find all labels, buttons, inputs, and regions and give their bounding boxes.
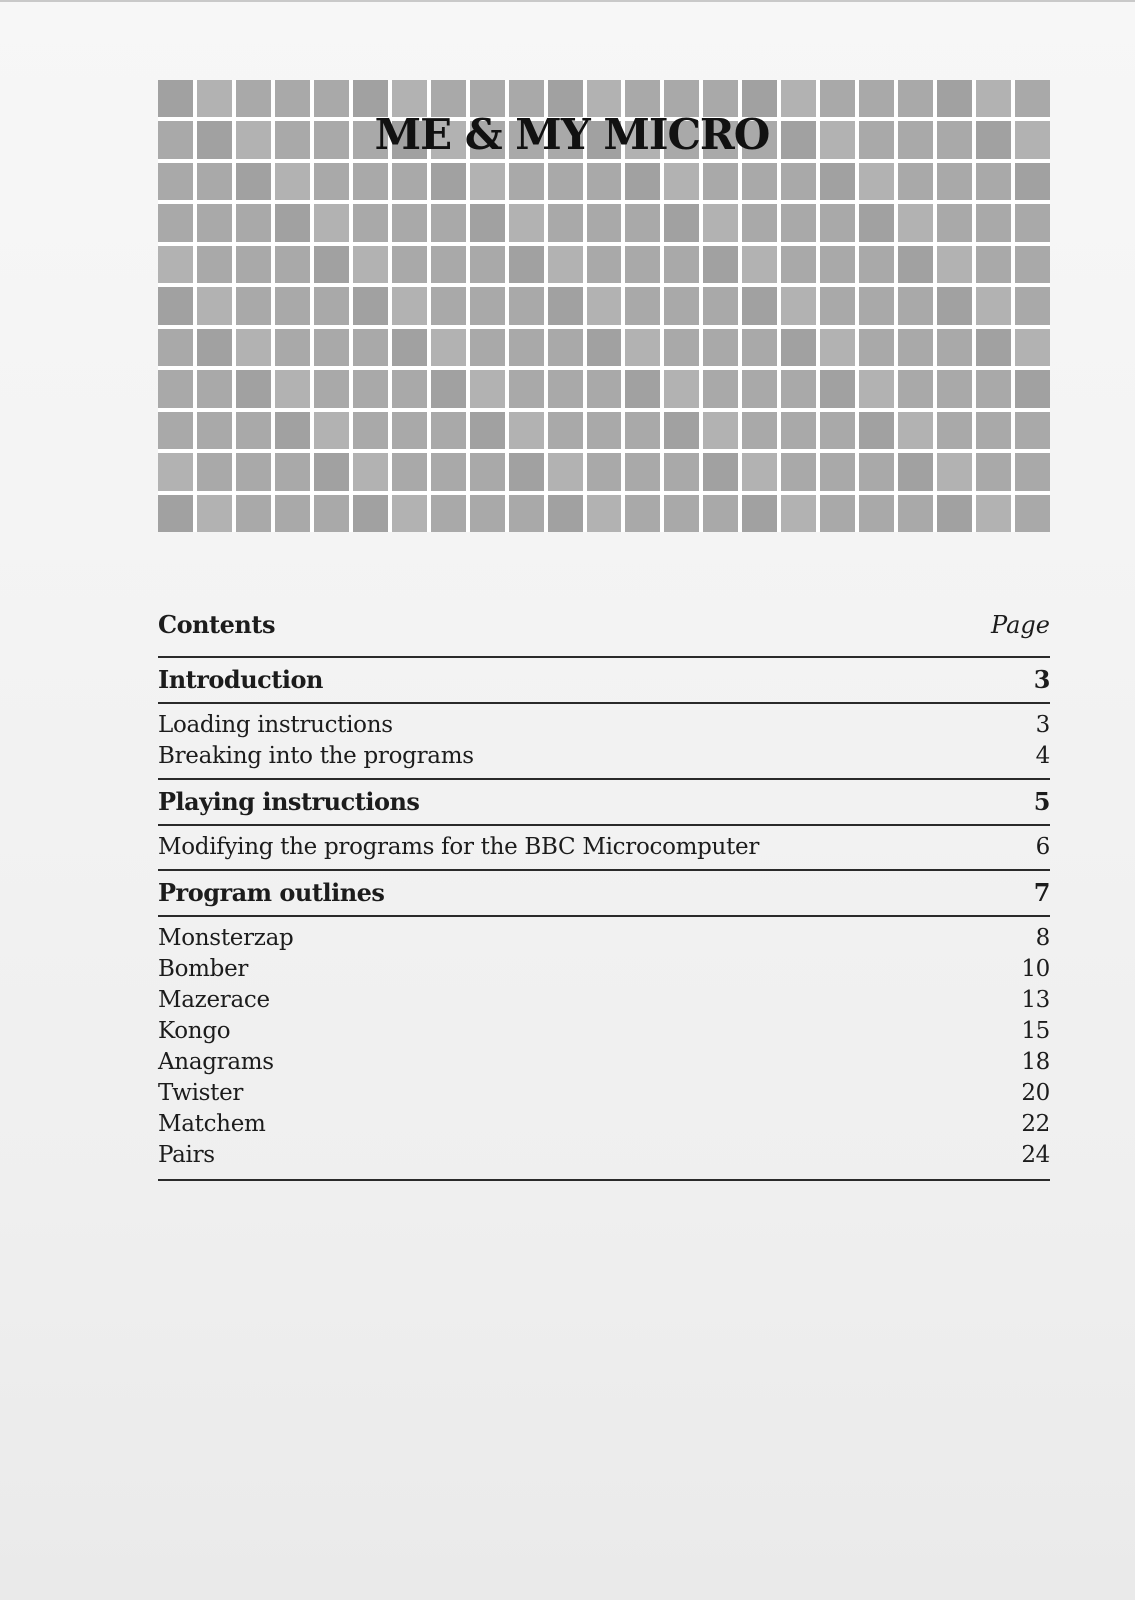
entry-page-number: 8 xyxy=(1035,925,1050,951)
grid-tile xyxy=(976,329,1011,366)
grid-tile xyxy=(1015,329,1050,366)
grid-tile xyxy=(976,495,1011,532)
grid-tile xyxy=(197,246,232,283)
contents-entry xyxy=(158,710,1050,741)
entry-page-number: 6 xyxy=(1035,834,1050,860)
grid-tile xyxy=(1015,453,1050,490)
grid-tile xyxy=(392,163,427,200)
grid-tile xyxy=(314,329,349,366)
grid-tile xyxy=(587,287,622,324)
grid-tile xyxy=(197,453,232,490)
entry-page-number: 15 xyxy=(1021,1018,1050,1044)
entry-label: Matchem xyxy=(158,1111,266,1137)
grid-tile xyxy=(937,163,972,200)
grid-tile xyxy=(625,370,660,407)
grid-tile xyxy=(742,287,777,324)
grid-tile xyxy=(664,329,699,366)
grid-tile xyxy=(1015,495,1050,532)
contents-entry xyxy=(158,923,1050,954)
grid-tile xyxy=(937,329,972,366)
grid-tile xyxy=(664,412,699,449)
contents-entry xyxy=(158,1016,1050,1047)
grid-tile xyxy=(275,453,310,490)
grid-tile xyxy=(509,246,544,283)
grid-tile xyxy=(236,246,271,283)
contents-section-group xyxy=(158,915,1050,1181)
grid-tile xyxy=(976,204,1011,241)
grid-tile xyxy=(509,412,544,449)
grid-tile xyxy=(353,246,388,283)
grid-tile xyxy=(470,204,505,241)
grid-tile xyxy=(431,204,466,241)
entry-page-number: 5 xyxy=(1033,787,1050,816)
entry-page-number: 10 xyxy=(1021,956,1050,982)
grid-tile xyxy=(158,370,193,407)
grid-tile xyxy=(898,204,933,241)
grid-tile xyxy=(275,370,310,407)
grid-tile xyxy=(820,329,855,366)
grid-tile xyxy=(742,370,777,407)
grid-tile xyxy=(742,495,777,532)
grid-tile xyxy=(898,495,933,532)
contents-header xyxy=(158,610,1050,656)
grid-tile xyxy=(625,246,660,283)
grid-tile xyxy=(275,163,310,200)
grid-tile xyxy=(314,412,349,449)
grid-tile xyxy=(548,495,583,532)
grid-tile xyxy=(509,370,544,407)
grid-tile xyxy=(236,453,271,490)
grid-tile xyxy=(236,287,271,324)
grid-tile xyxy=(314,163,349,200)
grid-tile xyxy=(976,370,1011,407)
grid-tile xyxy=(548,412,583,449)
grid-tile xyxy=(470,163,505,200)
grid-tile xyxy=(353,370,388,407)
entry-label: Bomber xyxy=(158,956,249,982)
grid-tile xyxy=(664,453,699,490)
grid-tile xyxy=(509,163,544,200)
entry-page-number: 24 xyxy=(1021,1142,1050,1168)
entry-label: Breaking into the programs xyxy=(158,743,474,769)
grid-tile xyxy=(275,495,310,532)
page-column-label: Page xyxy=(991,611,1050,639)
entry-page-number: 7 xyxy=(1033,878,1050,907)
grid-tile xyxy=(859,370,894,407)
grid-tile xyxy=(509,453,544,490)
grid-tile xyxy=(587,204,622,241)
grid-tile xyxy=(353,204,388,241)
grid-tile xyxy=(353,495,388,532)
grid-tile xyxy=(392,204,427,241)
grid-tile xyxy=(1015,121,1050,158)
grid-tile xyxy=(976,287,1011,324)
grid-tile xyxy=(664,163,699,200)
contents-entry xyxy=(158,658,1050,702)
entry-label: Kongo xyxy=(158,1018,231,1044)
contents-entry xyxy=(158,1047,1050,1078)
contents-sections xyxy=(158,656,1050,1181)
entry-page-number: 20 xyxy=(1021,1080,1050,1106)
grid-tile xyxy=(275,287,310,324)
grid-tile xyxy=(625,495,660,532)
grid-tile xyxy=(392,412,427,449)
entry-label: Mazerace xyxy=(158,987,270,1013)
grid-tile xyxy=(820,495,855,532)
grid-tile xyxy=(898,329,933,366)
contents-entry xyxy=(158,1078,1050,1109)
grid-tile xyxy=(664,370,699,407)
grid-tile xyxy=(781,287,816,324)
grid-tile xyxy=(703,329,738,366)
grid-tile xyxy=(392,495,427,532)
grid-tile xyxy=(470,412,505,449)
entry-label: Anagrams xyxy=(158,1049,274,1075)
grid-tile xyxy=(197,370,232,407)
grid-tile xyxy=(976,246,1011,283)
grid-tile xyxy=(742,163,777,200)
grid-tile xyxy=(781,412,816,449)
grid-tile xyxy=(431,163,466,200)
grid-tile xyxy=(197,329,232,366)
grid-tile xyxy=(1015,287,1050,324)
grid-tile xyxy=(625,204,660,241)
contents-section-group xyxy=(158,702,1050,778)
title-banner xyxy=(158,80,1050,532)
grid-tile xyxy=(587,412,622,449)
contents-entry xyxy=(158,871,1050,915)
grid-tile xyxy=(820,204,855,241)
grid-tile xyxy=(197,412,232,449)
grid-tile xyxy=(353,163,388,200)
grid-tile xyxy=(158,495,193,532)
grid-tile xyxy=(1015,246,1050,283)
grid-tile xyxy=(625,163,660,200)
grid-tile xyxy=(859,412,894,449)
grid-tile xyxy=(275,204,310,241)
grid-tile xyxy=(820,287,855,324)
grid-tile xyxy=(937,412,972,449)
grid-tile xyxy=(742,412,777,449)
grid-tile xyxy=(470,453,505,490)
entry-label: Introduction xyxy=(158,665,323,694)
grid-tile xyxy=(1015,163,1050,200)
grid-tile xyxy=(392,287,427,324)
grid-tile xyxy=(976,412,1011,449)
grid-tile xyxy=(859,329,894,366)
grid-tile xyxy=(431,370,466,407)
grid-tile xyxy=(703,453,738,490)
grid-tile xyxy=(664,287,699,324)
grid-tile xyxy=(781,246,816,283)
grid-tile xyxy=(392,329,427,366)
grid-tile xyxy=(859,246,894,283)
grid-tile xyxy=(937,287,972,324)
contents-entry xyxy=(158,1140,1050,1171)
grid-tile xyxy=(781,204,816,241)
grid-tile xyxy=(1015,204,1050,241)
grid-tile xyxy=(158,246,193,283)
grid-tile xyxy=(548,370,583,407)
grid-tile xyxy=(703,246,738,283)
grid-tile xyxy=(548,246,583,283)
grid-tile xyxy=(1015,412,1050,449)
grid-tile xyxy=(392,370,427,407)
grid-tile xyxy=(392,246,427,283)
grid-tile xyxy=(275,329,310,366)
grid-tile xyxy=(898,370,933,407)
entry-page-number: 22 xyxy=(1021,1111,1050,1137)
grid-tile xyxy=(625,329,660,366)
grid-tile xyxy=(625,287,660,324)
grid-tile xyxy=(859,204,894,241)
contents-section-heading xyxy=(158,778,1050,824)
grid-tile xyxy=(548,287,583,324)
grid-tile xyxy=(314,495,349,532)
grid-tile xyxy=(781,495,816,532)
grid-tile xyxy=(625,453,660,490)
grid-tile xyxy=(470,370,505,407)
grid-tile xyxy=(158,287,193,324)
contents-entry xyxy=(158,1109,1050,1140)
grid-tile xyxy=(275,412,310,449)
grid-tile xyxy=(353,453,388,490)
grid-tile xyxy=(664,495,699,532)
contents-heading: Contents xyxy=(158,610,275,639)
contents-entry xyxy=(158,780,1050,824)
grid-tile xyxy=(470,329,505,366)
grid-tile xyxy=(158,453,193,490)
contents-section-heading xyxy=(158,656,1050,702)
grid-tile xyxy=(742,329,777,366)
grid-tile xyxy=(431,329,466,366)
contents-table xyxy=(158,610,1050,1181)
grid-tile xyxy=(431,412,466,449)
entry-label: Twister xyxy=(158,1080,244,1106)
grid-tile xyxy=(781,453,816,490)
grid-tile xyxy=(353,329,388,366)
grid-tile xyxy=(197,204,232,241)
grid-tile xyxy=(548,204,583,241)
grid-tile xyxy=(314,204,349,241)
grid-tile xyxy=(197,163,232,200)
grid-tile xyxy=(587,370,622,407)
grid-tile xyxy=(664,246,699,283)
grid-tile xyxy=(976,163,1011,200)
grid-tile xyxy=(703,163,738,200)
contents-entry xyxy=(158,985,1050,1016)
contents-section-group xyxy=(158,824,1050,869)
grid-tile xyxy=(197,287,232,324)
grid-tile xyxy=(937,370,972,407)
grid-tile xyxy=(314,370,349,407)
entry-page-number: 18 xyxy=(1021,1049,1050,1075)
grid-tile xyxy=(898,453,933,490)
grid-tile xyxy=(820,412,855,449)
grid-tile xyxy=(236,495,271,532)
grid-tile xyxy=(353,412,388,449)
grid-tile xyxy=(509,495,544,532)
grid-tile xyxy=(625,412,660,449)
entry-page-number: 13 xyxy=(1021,987,1050,1013)
grid-tile xyxy=(703,495,738,532)
grid-tile xyxy=(587,453,622,490)
grid-tile xyxy=(859,287,894,324)
grid-tile xyxy=(431,287,466,324)
grid-tile xyxy=(859,163,894,200)
grid-tile xyxy=(703,370,738,407)
grid-tile xyxy=(314,287,349,324)
entry-label: Playing instructions xyxy=(158,787,420,816)
grid-tile xyxy=(703,204,738,241)
grid-tile xyxy=(703,412,738,449)
grid-tile xyxy=(587,246,622,283)
grid-tile xyxy=(820,453,855,490)
entry-label: Modifying the programs for the BBC Microcomputer xyxy=(158,834,760,860)
contents-entry xyxy=(158,954,1050,985)
grid-tile xyxy=(275,246,310,283)
grid-tile xyxy=(820,370,855,407)
grid-tile xyxy=(236,329,271,366)
grid-tile xyxy=(236,163,271,200)
grid-tile xyxy=(236,204,271,241)
grid-tile xyxy=(937,453,972,490)
grid-tile xyxy=(158,329,193,366)
grid-tile xyxy=(820,163,855,200)
entry-page-number: 3 xyxy=(1035,712,1050,738)
grid-tile xyxy=(470,246,505,283)
grid-tile xyxy=(781,163,816,200)
grid-tile xyxy=(781,370,816,407)
grid-tile xyxy=(236,370,271,407)
grid-tile xyxy=(509,329,544,366)
grid-tile xyxy=(587,329,622,366)
grid-tile xyxy=(742,246,777,283)
grid-tile xyxy=(898,287,933,324)
grid-tile xyxy=(431,495,466,532)
grid-tile xyxy=(587,163,622,200)
entry-page-number: 3 xyxy=(1033,665,1050,694)
grid-tile xyxy=(859,453,894,490)
grid-tile xyxy=(431,453,466,490)
grid-tile xyxy=(976,453,1011,490)
entry-label: Monsterzap xyxy=(158,925,294,951)
grid-tile xyxy=(1015,80,1050,117)
grid-tile xyxy=(431,246,466,283)
grid-tile xyxy=(937,495,972,532)
entry-label: Pairs xyxy=(158,1142,215,1168)
grid-tile xyxy=(158,412,193,449)
grid-tile xyxy=(353,287,388,324)
grid-tile xyxy=(158,204,193,241)
grid-tile xyxy=(392,453,427,490)
grid-tile xyxy=(548,329,583,366)
grid-tile xyxy=(937,204,972,241)
grid-tile xyxy=(664,204,699,241)
grid-tile xyxy=(742,204,777,241)
page-top-edge xyxy=(0,0,1135,2)
grid-tile xyxy=(314,246,349,283)
grid-tile xyxy=(820,246,855,283)
grid-tile xyxy=(548,453,583,490)
grid-tile xyxy=(158,163,193,200)
grid-tile xyxy=(587,495,622,532)
grid-tile xyxy=(470,495,505,532)
contents-entry xyxy=(158,832,1050,863)
grid-tile xyxy=(548,163,583,200)
grid-tile xyxy=(197,495,232,532)
grid-tile xyxy=(898,412,933,449)
grid-tile xyxy=(742,453,777,490)
entry-label: Program outlines xyxy=(158,878,385,907)
grid-tile xyxy=(898,246,933,283)
contents-entry xyxy=(158,741,1050,772)
contents-section-heading xyxy=(158,869,1050,915)
grid-tile xyxy=(898,163,933,200)
grid-tile xyxy=(703,287,738,324)
grid-tile xyxy=(859,495,894,532)
entry-label: Loading instructions xyxy=(158,712,393,738)
grid-tile xyxy=(1015,370,1050,407)
grid-tile xyxy=(470,287,505,324)
grid-tile xyxy=(509,204,544,241)
grid-tile xyxy=(314,453,349,490)
grid-tile xyxy=(937,246,972,283)
grid-tile xyxy=(781,329,816,366)
grid-tile xyxy=(509,287,544,324)
entry-page-number: 4 xyxy=(1035,743,1050,769)
grid-tile xyxy=(236,412,271,449)
book-title: ME & MY MICRO xyxy=(374,110,770,159)
